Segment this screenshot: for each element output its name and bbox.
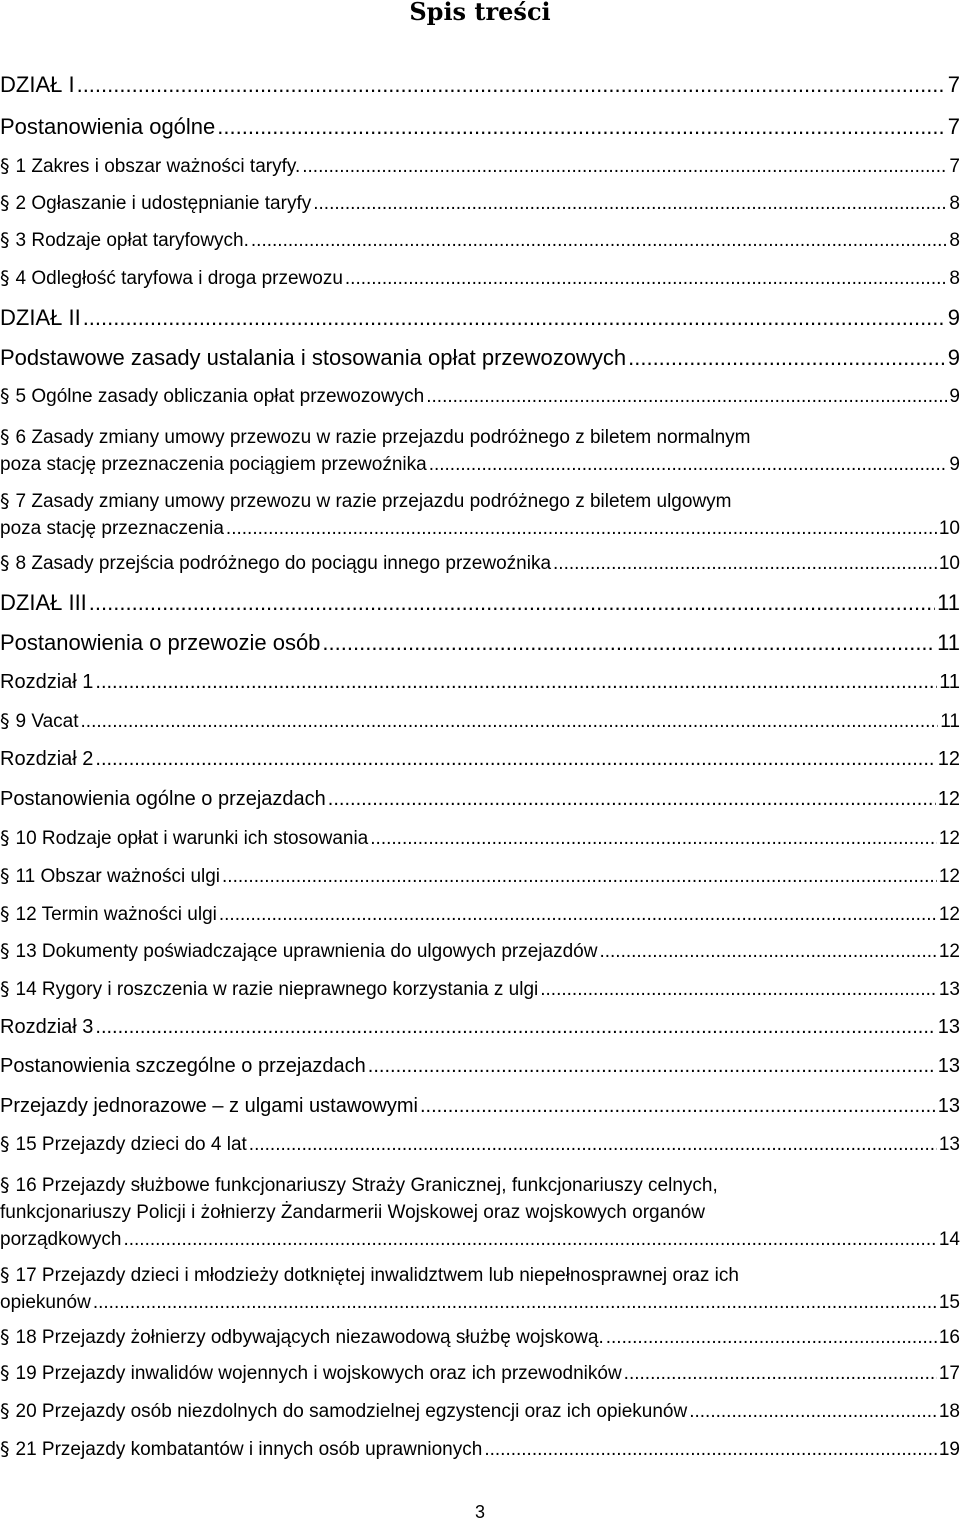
toc-entry-line	[0, 488, 960, 515]
dot-leader	[219, 904, 937, 926]
dot-leader	[89, 590, 935, 616]
dot-leader	[540, 979, 937, 1001]
toc-entry-text: 11 Obszar ważności ulgi	[15, 866, 221, 887]
toc-entry-text: 18 Przejazdy żołnierzy odbywających niezawodową służbę wojskową.	[15, 1327, 604, 1348]
section-symbol: §	[0, 865, 10, 887]
section-symbol: §	[0, 426, 10, 448]
toc-entry[interactable]	[0, 748, 960, 771]
section-symbol: §	[0, 385, 10, 407]
toc-entry-text: Postanowienia ogólne o przejazdach	[0, 788, 326, 810]
toc-entry-text: 10 Rodzaje opłat i warunki ich stosowania	[15, 828, 369, 849]
toc-entry[interactable]	[0, 267, 960, 290]
toc-page-number: 7	[949, 156, 960, 177]
toc-page-number: 8	[949, 268, 960, 289]
dot-leader	[95, 748, 935, 771]
dot-leader	[249, 1134, 937, 1156]
toc-entry-text: poza stację przeznaczenia pociągiem przewoźnika	[0, 454, 427, 475]
toc-entry-line	[0, 424, 960, 451]
toc-entry[interactable]	[0, 385, 960, 408]
toc-entry[interactable]	[0, 488, 960, 542]
toc-entry[interactable]	[0, 940, 960, 963]
toc-entry[interactable]	[0, 552, 960, 575]
toc-entry-line	[0, 1172, 960, 1199]
toc-page-number: 11	[937, 590, 960, 615]
toc-page-number: 19	[938, 1439, 960, 1460]
toc-page-number: 10	[938, 553, 960, 574]
toc-page-number: 10	[938, 518, 960, 539]
dot-leader	[83, 305, 946, 331]
toc-entry-text: Postanowienia o przewozie osób	[0, 630, 321, 655]
toc-entry[interactable]	[0, 155, 960, 178]
dot-leader	[251, 230, 948, 252]
section-symbol: §	[0, 1400, 10, 1422]
toc-entry[interactable]	[0, 788, 960, 811]
toc-page-number: 17	[938, 1363, 960, 1384]
toc-entry-text: DZIAŁ I	[0, 72, 75, 97]
toc-entry[interactable]	[0, 1133, 960, 1156]
toc-entry[interactable]	[0, 229, 960, 252]
toc-entry[interactable]	[0, 1262, 960, 1316]
toc-entry[interactable]	[0, 1438, 960, 1461]
dot-leader	[624, 1363, 937, 1385]
section-symbol: §	[0, 490, 10, 512]
dot-leader	[420, 1095, 936, 1118]
toc-entry[interactable]	[0, 345, 960, 371]
toc-entry-text: 13 Dokumenty poświadczające uprawnienia do ulgowych przejazdów	[15, 941, 598, 962]
toc-page-number: 9	[949, 454, 960, 475]
toc-entry-text: Rozdział 2	[0, 748, 94, 770]
page-number: 3	[474, 1502, 485, 1522]
dot-leader	[484, 1439, 937, 1461]
toc-entry-text: Rozdział 3	[0, 1016, 94, 1038]
section-symbol: §	[0, 827, 10, 849]
toc-entry-text: poza stację przeznaczenia	[0, 518, 224, 539]
toc-entry[interactable]	[0, 1016, 960, 1039]
toc-entry-text: 1 Zakres i obszar ważności taryfy.	[15, 156, 301, 177]
toc-page-number: 13	[938, 979, 960, 1000]
section-symbol: §	[0, 1326, 10, 1348]
toc-page-number: 18	[938, 1401, 960, 1422]
section-symbol: §	[0, 903, 10, 925]
toc-entry-text: Postanowienia szczególne o przejazdach	[0, 1055, 366, 1077]
toc-entry-text: 2 Ogłaszanie i udostępnianie taryfy	[15, 193, 312, 214]
toc-page-number: 8	[949, 193, 960, 214]
section-symbol: §	[0, 1362, 10, 1384]
section-symbol: §	[0, 192, 10, 214]
dot-leader	[606, 1327, 937, 1349]
dot-leader	[123, 1226, 936, 1253]
toc-page-number: 7	[947, 72, 960, 97]
dot-leader	[553, 553, 937, 575]
section-symbol: §	[0, 710, 10, 732]
toc-entry-text: 12 Termin ważności ulgi	[15, 904, 217, 925]
toc-page-number: 16	[938, 1327, 960, 1348]
toc-entry-text: 6 Zasady zmiany umowy przewozu w razie przejazdu podróżnego z biletem normalnym	[15, 427, 751, 448]
dot-leader	[599, 941, 936, 963]
toc-entry[interactable]	[0, 72, 960, 98]
toc-entry-text: 3 Rodzaje opłat taryfowych.	[15, 230, 249, 251]
toc-page-number: 8	[949, 230, 960, 251]
dot-leader	[328, 788, 936, 811]
toc-entry[interactable]	[0, 1172, 960, 1253]
toc-entry[interactable]	[0, 114, 960, 140]
toc-entry[interactable]	[0, 305, 960, 331]
toc-page-number: 11	[937, 630, 960, 655]
toc-entry-text: porządkowych	[0, 1229, 122, 1250]
dot-leader	[93, 1289, 937, 1316]
toc-entry-text: 17 Przejazdy dzieci i młodzieży dotkniętej inwalidztwem lub niepełnosprawnej oraz ich	[15, 1265, 739, 1286]
toc-page-number: 12	[938, 941, 960, 962]
toc-entry-line: funkcjonariuszy Policji i żołnierzy Żandarmerii Wojskowej oraz wojskowych organów	[0, 1202, 706, 1223]
dot-leader	[370, 828, 937, 850]
dot-leader	[628, 345, 946, 371]
toc-entry-text: DZIAŁ III	[0, 590, 87, 615]
section-symbol: §	[0, 940, 10, 962]
section-symbol: §	[0, 1174, 10, 1196]
toc-page-number: 12	[938, 828, 960, 849]
toc-entry-text: 9 Vacat	[15, 711, 79, 732]
toc-entry-text: 20 Przejazdy osób niezdolnych do samodzielnej egzystencji oraz ich opiekunów	[15, 1401, 688, 1422]
toc-entry-line	[0, 1262, 960, 1289]
toc-entry-text: Przejazdy jednorazowe – z ulgami ustawowymi	[0, 1095, 418, 1117]
toc-entry[interactable]	[0, 630, 960, 656]
dot-leader	[313, 193, 947, 215]
toc-page-number: 9	[947, 305, 960, 330]
section-symbol: §	[0, 1133, 10, 1155]
toc-page-number: 12	[938, 904, 960, 925]
section-symbol: §	[0, 155, 10, 177]
toc-page-number: 11	[939, 671, 960, 693]
toc-page-number: 13	[937, 1055, 960, 1077]
toc-entry[interactable]	[0, 710, 960, 733]
toc-entry-text: 16 Przejazdy służbowe funkcjonariuszy Straży Granicznej, funkcjonariuszy celnych,	[15, 1175, 718, 1196]
toc-entry[interactable]	[0, 192, 960, 215]
toc-page-number: 12	[937, 748, 960, 770]
toc-title: Spis treści	[409, 0, 551, 26]
dot-leader	[302, 156, 947, 178]
toc-page-number: 7	[947, 114, 960, 139]
toc-entry[interactable]	[0, 1095, 960, 1118]
toc-entry-text: Postanowienia ogólne	[0, 114, 216, 139]
dot-leader	[226, 515, 937, 542]
dot-leader	[689, 1401, 937, 1423]
toc-entry-text: Rozdział 1	[0, 671, 94, 693]
toc-page-number: 13	[937, 1095, 960, 1117]
toc-page-number: 12	[938, 866, 960, 887]
section-symbol: §	[0, 978, 10, 1000]
section-symbol: §	[0, 267, 10, 289]
toc-entry-text: 19 Przejazdy inwalidów wojennych i wojskowych oraz ich przewodników	[15, 1363, 622, 1384]
toc-page-number: 15	[938, 1292, 960, 1313]
toc-entry[interactable]	[0, 1400, 960, 1423]
toc-entry-text: DZIAŁ II	[0, 305, 81, 330]
toc-entry-text: opiekunów	[0, 1292, 91, 1313]
toc-entry[interactable]	[0, 903, 960, 926]
dot-leader	[345, 268, 948, 290]
toc-page-number: 14	[938, 1229, 960, 1250]
toc-page-number: 13	[938, 1134, 960, 1155]
toc-entry[interactable]	[0, 978, 960, 1001]
toc-entry-text: 21 Przejazdy kombatantów i innych osób uprawnionych	[15, 1439, 483, 1460]
toc-entry-text: 7 Zasady zmiany umowy przewozu w razie przejazdu podróżnego z biletem ulgowym	[15, 491, 732, 512]
toc-entry-text: 8 Zasady przejścia podróżnego do pociągu innego przewoźnika	[15, 553, 552, 574]
toc-entry-text: 5 Ogólne zasady obliczania opłat przewozowych	[15, 386, 425, 407]
dot-leader	[322, 630, 935, 656]
toc-entry-text: 4 Odległość taryfowa i droga przewozu	[15, 268, 343, 289]
dot-leader	[426, 386, 947, 408]
dot-leader	[81, 711, 939, 733]
toc-entry[interactable]	[0, 424, 960, 478]
toc-entry-text: Podstawowe zasady ustalania i stosowania opłat przewozowych	[0, 345, 627, 370]
dot-leader	[95, 671, 937, 694]
toc-page-number: 13	[937, 1016, 960, 1038]
dot-leader	[217, 114, 945, 140]
toc-entry[interactable]	[0, 1055, 960, 1078]
toc-entry-text: 15 Przejazdy dzieci do 4 lat	[15, 1134, 247, 1155]
toc-page-number: 9	[947, 345, 960, 370]
section-symbol: §	[0, 1264, 10, 1286]
toc-entry[interactable]	[0, 1326, 960, 1349]
dot-leader	[222, 866, 937, 888]
toc-entry-text: 14 Rygory i roszczenia w razie nieprawnego korzystania z ulgi	[15, 979, 539, 1000]
toc-entry[interactable]	[0, 1362, 960, 1385]
section-symbol: §	[0, 229, 10, 251]
section-symbol: §	[0, 552, 10, 574]
toc-page-number: 12	[937, 788, 960, 810]
toc-entry[interactable]	[0, 865, 960, 888]
dot-leader	[95, 1016, 935, 1039]
dot-leader	[429, 451, 948, 478]
toc-page-number: 9	[949, 386, 960, 407]
toc-entry[interactable]	[0, 671, 960, 694]
section-symbol: §	[0, 1438, 10, 1460]
toc-entry[interactable]	[0, 590, 960, 616]
toc-entry[interactable]	[0, 827, 960, 850]
toc-page-number: 11	[940, 711, 960, 732]
dot-leader	[77, 72, 946, 98]
dot-leader	[368, 1055, 936, 1078]
